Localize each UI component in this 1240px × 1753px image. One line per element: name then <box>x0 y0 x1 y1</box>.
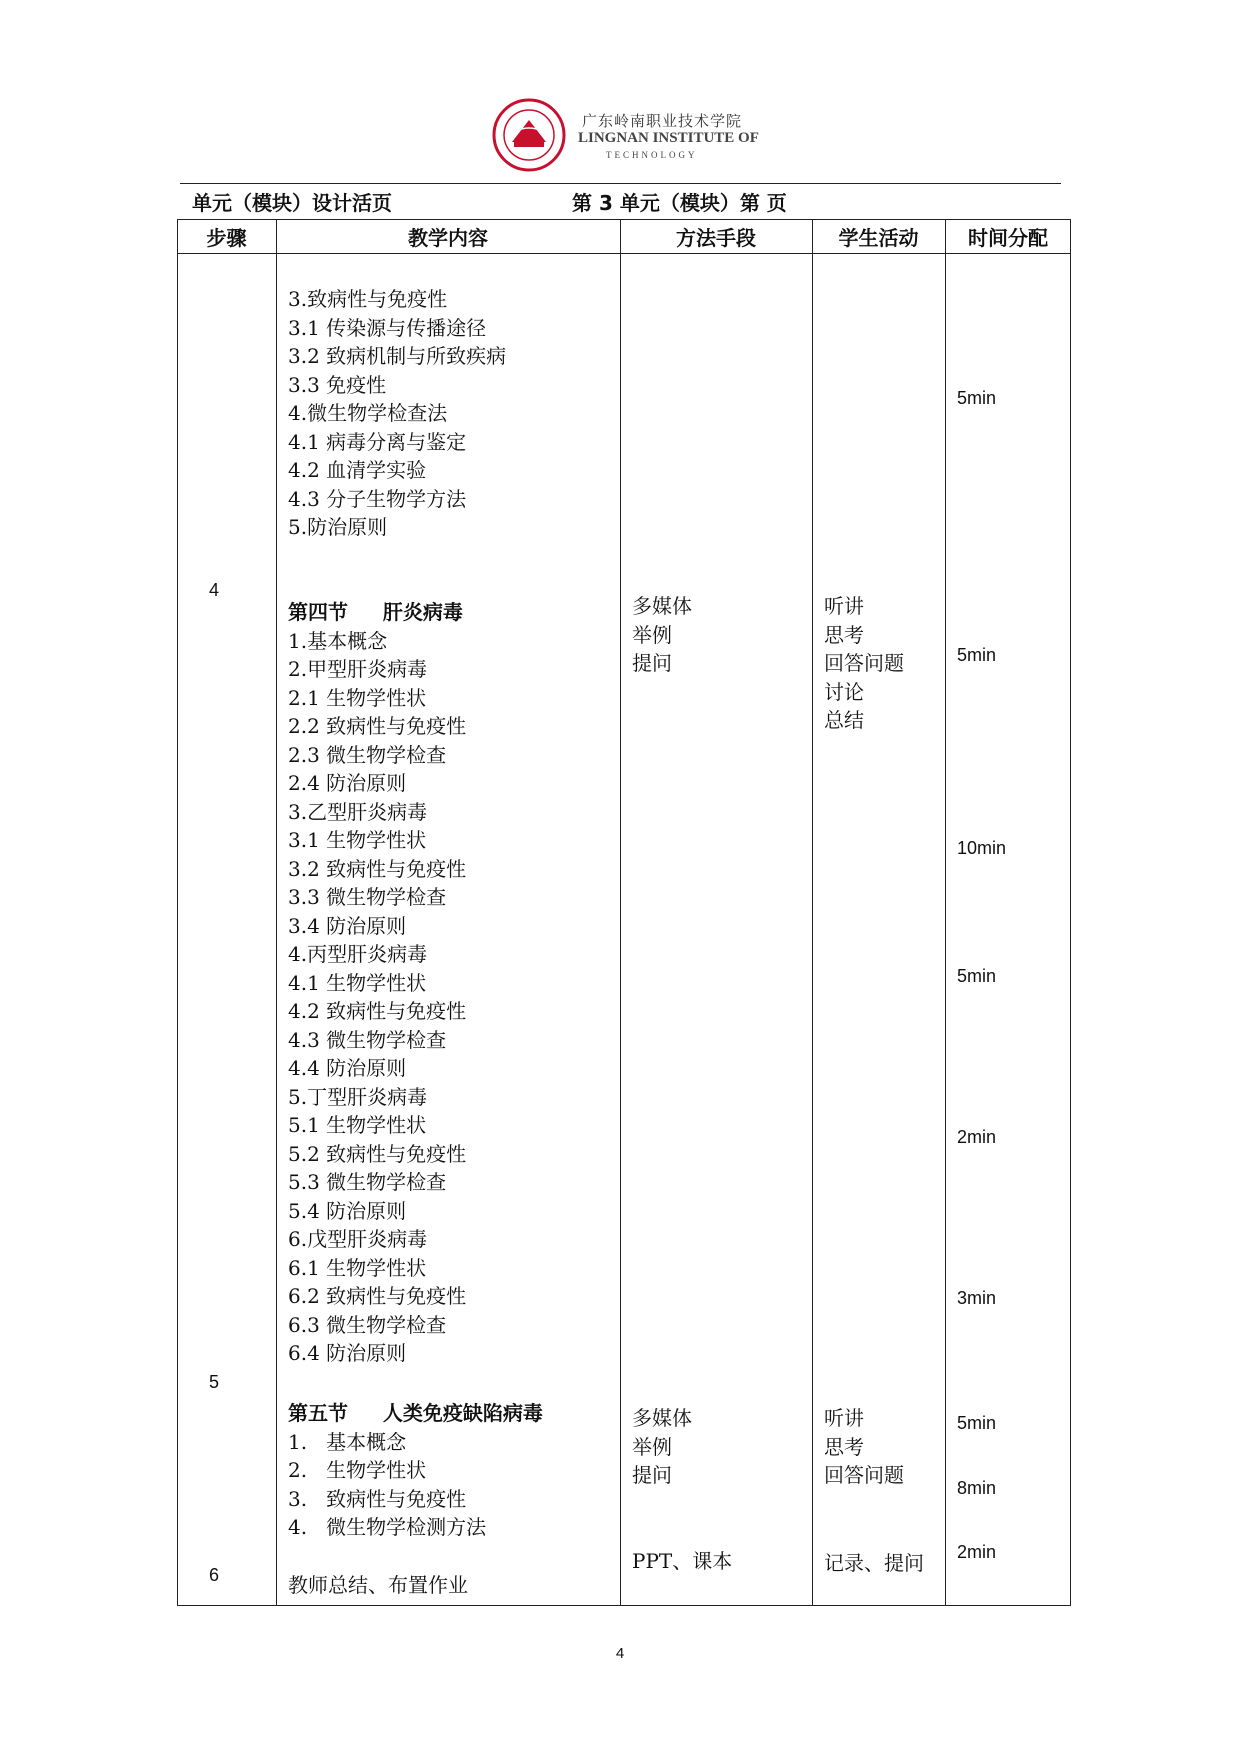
content-line: 3.4 防治原则 <box>288 913 407 938</box>
time-value: 5min <box>957 966 997 986</box>
content-line: 3.1 生物学性状 <box>288 828 427 852</box>
content-line: 5.3 微生物学检查 <box>288 1170 447 1194</box>
column-header-time: 时间分配 <box>968 226 1048 250</box>
section-title: 第四节 肝炎病毒 <box>288 600 463 624</box>
time-value: 3min <box>957 1288 997 1308</box>
method-item: PPT、课本 <box>632 1549 733 1573</box>
method-item: 举例 <box>632 1434 672 1459</box>
header-row-divider <box>177 253 1071 254</box>
content-block <box>288 1399 543 1542</box>
activities-block <box>824 1404 904 1490</box>
content-line: 4.微生物学检查法 <box>288 401 448 425</box>
method-item: 举例 <box>632 622 672 647</box>
content-line: 3.3 免疫性 <box>288 372 387 397</box>
column-header-method: 方法手段 <box>676 226 756 250</box>
time-value: 5min <box>957 388 997 408</box>
content-line: 5.4 防治原则 <box>288 1198 407 1223</box>
content-line: 5.2 致病性与免疫性 <box>288 1141 467 1166</box>
content-line: 6.1 生物学性状 <box>288 1255 427 1280</box>
activity-item: 讨论 <box>824 679 864 704</box>
content-line: 1. 基本概念 <box>288 1429 407 1454</box>
time-value: 5min <box>957 1413 997 1433</box>
activity-item: 回答问题 <box>824 651 904 675</box>
content-line: 3.3 微生物学检查 <box>288 885 447 909</box>
column-header-activity: 学生活动 <box>838 226 919 250</box>
step-number: 5 <box>209 1372 220 1392</box>
content-block <box>288 285 506 542</box>
content-line: 6.4 防治原则 <box>288 1341 407 1365</box>
activity-item: 总结 <box>824 708 864 732</box>
column-header-content: 教学内容 <box>408 226 488 250</box>
column-divider <box>620 219 621 1606</box>
sheet-title: 单元（模块）设计活页 <box>192 191 392 215</box>
activity-item: 听讲 <box>824 1406 864 1430</box>
column-divider <box>812 219 813 1606</box>
activity-item: 思考 <box>824 622 864 647</box>
content-line: 5.防治原则 <box>288 515 388 539</box>
summary-line: 教师总结、布置作业 <box>288 1573 468 1597</box>
content-line: 6.3 微生物学检查 <box>288 1312 447 1337</box>
institute-logo <box>492 98 566 172</box>
method-item: 提问 <box>632 651 672 675</box>
content-line: 4.3 分子生物学方法 <box>288 486 467 511</box>
institute-name-en: LINGNAN INSTITUTE OF <box>578 130 759 146</box>
content-line: 2.1 生物学性状 <box>288 685 427 710</box>
content-line: 1.基本概念 <box>288 628 388 653</box>
step-number: 4 <box>209 580 220 600</box>
content-line: 4.4 防治原则 <box>288 1056 407 1080</box>
time-value: 10min <box>957 838 1007 858</box>
section-title: 第五节 人类免疫缺陷病毒 <box>288 1401 543 1425</box>
content-line: 3.2 致病性与免疫性 <box>288 856 467 881</box>
institute-name-en-line2: TECHNOLOGY <box>606 150 698 160</box>
time-value: 8min <box>957 1478 997 1498</box>
unit-page-label: 第 3 单元（模块）第 页 <box>572 191 787 215</box>
content-line: 2.4 防治原则 <box>288 771 407 795</box>
content-line: 3.乙型肝炎病毒 <box>288 799 428 824</box>
content-line: 6.戊型肝炎病毒 <box>288 1227 428 1251</box>
content-line: 3.1 传染源与传播途径 <box>288 315 487 340</box>
content-block <box>288 598 466 1368</box>
activity-item: 回答问题 <box>824 1463 904 1487</box>
content-line: 2.3 微生物学检查 <box>288 742 447 767</box>
content-line: 2.2 致病性与免疫性 <box>288 714 467 738</box>
column-header-step: 步骤 <box>206 226 247 250</box>
content-line: 2.甲型肝炎病毒 <box>288 657 428 681</box>
time-value: 2min <box>957 1542 997 1562</box>
content-line: 4.丙型肝炎病毒 <box>288 942 428 966</box>
content-line: 4.2 致病性与免疫性 <box>288 999 467 1023</box>
content-line: 5.1 生物学性状 <box>288 1113 427 1137</box>
content-line: 4. 微生物学检测方法 <box>288 1515 487 1539</box>
method-item: 多媒体 <box>632 594 692 618</box>
content-line: 6.2 致病性与免疫性 <box>288 1284 467 1308</box>
activities-block <box>824 592 904 735</box>
content-line: 3.致病性与免疫性 <box>288 287 448 311</box>
step-number: 6 <box>209 1565 220 1585</box>
method-item: 多媒体 <box>632 1406 692 1430</box>
content-line: 5.丁型肝炎病毒 <box>288 1084 428 1109</box>
content-line: 4.2 血清学实验 <box>288 458 427 482</box>
header-rule <box>180 183 1061 184</box>
content-line: 4.3 微生物学检查 <box>288 1027 447 1052</box>
content-line: 4.1 生物学性状 <box>288 970 427 995</box>
content-line: 4.1 病毒分离与鉴定 <box>288 429 467 454</box>
activity-item: 听讲 <box>824 594 864 618</box>
time-value: 2min <box>957 1127 997 1147</box>
activity-item: 记录、提问 <box>824 1551 924 1575</box>
activity-item: 思考 <box>824 1434 864 1459</box>
content-line: 3.2 致病机制与所致疾病 <box>288 344 507 368</box>
content-line: 2. 生物学性状 <box>288 1458 427 1482</box>
method-item: 提问 <box>632 1463 672 1487</box>
column-divider <box>945 219 946 1606</box>
institute-name-cn: 广东岭南职业技术学院 <box>582 112 743 130</box>
page-number: 4 <box>615 1645 625 1662</box>
time-value: 5min <box>957 645 997 665</box>
column-divider <box>276 219 277 1606</box>
methods-block <box>632 1404 692 1490</box>
content-line: 3. 致病性与免疫性 <box>288 1486 467 1511</box>
methods-block <box>632 592 692 678</box>
